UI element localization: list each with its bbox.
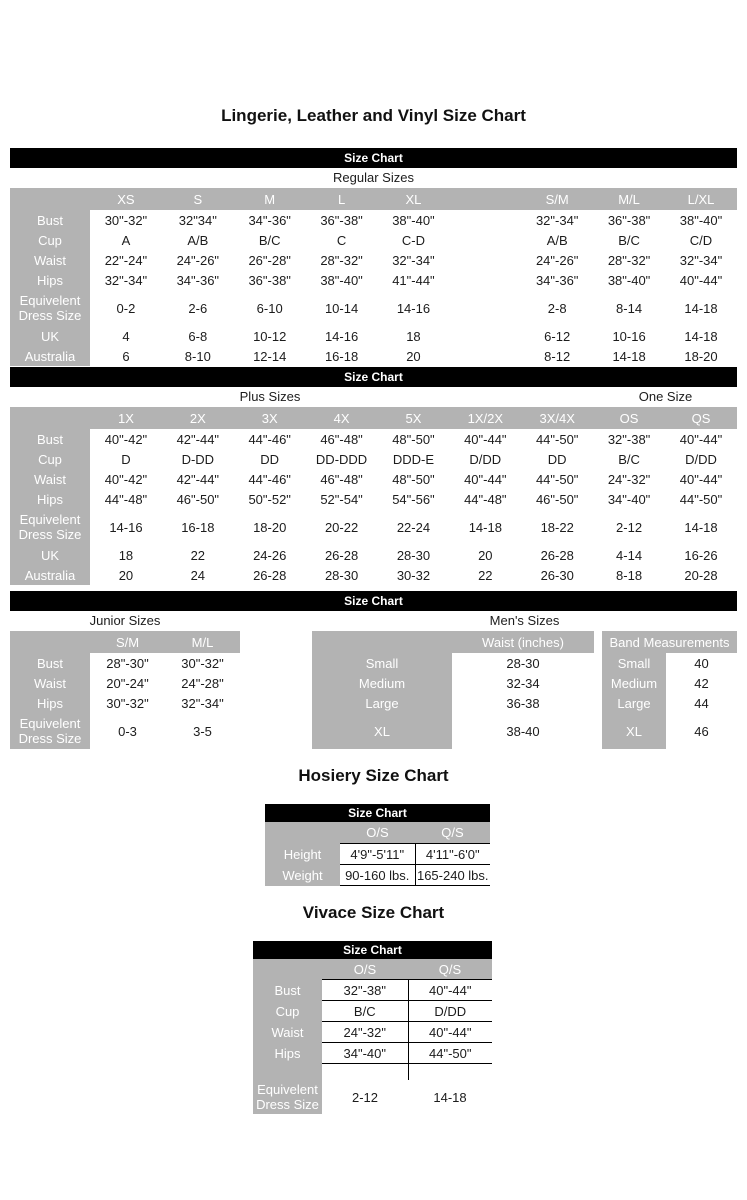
- section-label-plus: Plus Sizes: [239, 389, 301, 404]
- header-row: [10, 188, 737, 210]
- table-cell: D: [90, 449, 162, 469]
- table-cell: 24"-32": [322, 1022, 408, 1043]
- table-row: [253, 1001, 492, 1022]
- table-cell: 18-22: [521, 509, 593, 545]
- row-label: Bust: [253, 980, 322, 1001]
- table-cell: 30"-32": [90, 210, 162, 230]
- table-row: [312, 693, 737, 713]
- table-row: [10, 693, 240, 713]
- table-cell: 18-20: [665, 346, 737, 366]
- column-header: 3X: [234, 407, 306, 429]
- table-cell: 36"-38": [306, 210, 378, 230]
- table-cell: 20"-24": [90, 673, 165, 693]
- section-label-one-size: One Size: [638, 389, 693, 404]
- table-cell: 40"-44": [665, 429, 737, 449]
- table-cell: 28-30: [378, 545, 450, 565]
- size-chart-bar: Size Chart: [10, 367, 737, 387]
- table-cell: 44"-46": [234, 469, 306, 489]
- table-row: [10, 250, 737, 270]
- table-cell: 24: [162, 565, 234, 585]
- table-cell: 42: [666, 673, 737, 693]
- table-cell: 44"-48": [449, 489, 521, 509]
- row-label: Cup: [253, 1001, 322, 1022]
- row-label: Hips: [10, 693, 90, 713]
- table-cell: 18: [378, 326, 450, 346]
- table-cell: 52"-54": [306, 489, 378, 509]
- corner-cell: [10, 407, 90, 429]
- table-row: [10, 210, 737, 230]
- table-row: [265, 865, 490, 886]
- row-label: Bust: [10, 210, 90, 230]
- mens-column: [312, 611, 737, 749]
- table-cell: 32"-34": [521, 210, 593, 230]
- spacer-cell: [594, 631, 602, 653]
- table-cell: 40"-44": [449, 429, 521, 449]
- table-cell: 20: [90, 565, 162, 585]
- table-cell: 24"-26": [162, 250, 234, 270]
- table-cell: 44: [666, 693, 737, 713]
- column-header: S/M: [90, 631, 165, 653]
- table-cell: 4'11"-6'0": [415, 844, 490, 865]
- table-cell: 46"-50": [521, 489, 593, 509]
- table-cell: 165-240 lbs.: [415, 865, 490, 886]
- table-row: [312, 713, 737, 749]
- header-row: [312, 631, 737, 653]
- table-cell: 44"-48": [90, 489, 162, 509]
- table-cell: 18-20: [234, 509, 306, 545]
- spacer-cell: [594, 713, 602, 749]
- table-row: [10, 429, 737, 449]
- table-cell: 20: [449, 545, 521, 565]
- table-cell: C-D: [378, 230, 450, 250]
- table-cell: 48"-50": [378, 469, 450, 489]
- table-cell: 40"-44": [665, 270, 737, 290]
- table-row: [10, 270, 737, 290]
- table-cell: 54"-56": [378, 489, 450, 509]
- header-row: [265, 822, 490, 844]
- table-row: [253, 1043, 492, 1064]
- table-cell: 34"-40": [593, 489, 665, 509]
- table-cell: 30-32: [378, 565, 450, 585]
- table-row: [10, 469, 737, 489]
- table-cell: 22-24: [378, 509, 450, 545]
- row-label: Medium: [312, 673, 452, 693]
- table-cell: 34"-36": [162, 270, 234, 290]
- table-cell: 22"-24": [90, 250, 162, 270]
- row-label: Equivelent Dress Size: [10, 713, 90, 749]
- table-cell: 26"-28": [234, 250, 306, 270]
- table-cell: DD: [234, 449, 306, 469]
- column-header: 2X: [162, 407, 234, 429]
- column-header: QS: [665, 407, 737, 429]
- table-cell: 38-40: [452, 713, 594, 749]
- table-cell: B/C: [593, 449, 665, 469]
- table-cell: 0-3: [90, 713, 165, 749]
- column-header: 1X: [90, 407, 162, 429]
- table-cell: 6: [90, 346, 162, 366]
- table-cell: [408, 1064, 492, 1081]
- table-cell: 4-14: [593, 545, 665, 565]
- table-cell: 50"-52": [234, 489, 306, 509]
- row-label: Bust: [10, 653, 90, 673]
- table-cell: D/DD: [449, 449, 521, 469]
- table-row: [10, 489, 737, 509]
- table-cell: 22: [162, 545, 234, 565]
- row-label: Hips: [253, 1043, 322, 1064]
- column-header: Q/S: [408, 959, 492, 980]
- vivace-block: [253, 941, 492, 1114]
- table-row: [10, 673, 240, 693]
- table-cell: 26-30: [521, 565, 593, 585]
- column-header: 1X/2X: [449, 407, 521, 429]
- spacer-row: [253, 1064, 492, 1081]
- row-label: Waist: [10, 673, 90, 693]
- vivace-title: Vivace Size Chart: [302, 903, 445, 922]
- column-header: O/S: [340, 822, 415, 844]
- table-cell: 26-28: [234, 565, 306, 585]
- page-title: Lingerie, Leather and Vinyl Size Chart: [221, 106, 526, 125]
- table-cell: 8-18: [593, 565, 665, 585]
- spacer-cell: [594, 673, 602, 693]
- row-label: Australia: [10, 565, 90, 585]
- table-cell: 44"-50": [665, 489, 737, 509]
- table-cell: D/DD: [408, 1001, 492, 1022]
- row-label: Bust: [10, 429, 90, 449]
- table-row: [312, 653, 737, 673]
- table-cell: [449, 270, 521, 290]
- size-chart-bar: Size Chart: [10, 591, 737, 611]
- column-header: Q/S: [415, 822, 490, 844]
- table-cell: 42"-44": [162, 469, 234, 489]
- table-cell: [449, 250, 521, 270]
- row-label: Hips: [10, 489, 90, 509]
- table-cell: B/C: [234, 230, 306, 250]
- hosiery-block: [265, 804, 490, 886]
- table-cell: 40"-44": [408, 980, 492, 1001]
- table-cell: 28"-32": [306, 250, 378, 270]
- table-cell: 40"-44": [449, 469, 521, 489]
- table-cell: 32"-34": [665, 250, 737, 270]
- table-cell: 46: [666, 713, 737, 749]
- junior-mens-section: [10, 611, 737, 749]
- table-cell: 34"-40": [322, 1043, 408, 1064]
- table-cell: 44"-46": [234, 429, 306, 449]
- table-cell: 38"-40": [378, 210, 450, 230]
- table-cell: [449, 290, 521, 326]
- table-row: [10, 545, 737, 565]
- size-chart-bar: Size Chart: [253, 941, 492, 959]
- table-cell: 46"-48": [306, 429, 378, 449]
- column-header: OS: [593, 407, 665, 429]
- table-cell: 32"-34": [378, 250, 450, 270]
- table-row: [10, 565, 737, 585]
- row-label: UK: [10, 326, 90, 346]
- section-label-mens: Men's Sizes: [489, 613, 560, 628]
- table-cell: 32"-38": [322, 980, 408, 1001]
- spacer-cell: [594, 693, 602, 713]
- corner-cell: [253, 959, 322, 980]
- table-row: [253, 1080, 492, 1114]
- table-cell: 24"-32": [593, 469, 665, 489]
- table-row: [10, 230, 737, 250]
- row-label: Equivelent Dress Size: [10, 509, 90, 545]
- table-cell: 14-16: [378, 290, 450, 326]
- table-cell: B/C: [322, 1001, 408, 1022]
- table-row: [10, 326, 737, 346]
- row-label: Medium: [602, 673, 666, 693]
- table-cell: 46"-50": [162, 489, 234, 509]
- column-header: [449, 188, 521, 210]
- column-header: M/L: [593, 188, 665, 210]
- table-cell: [449, 346, 521, 366]
- table-cell: D/DD: [665, 449, 737, 469]
- row-label: Small: [312, 653, 452, 673]
- table-cell: 18: [90, 545, 162, 565]
- table-cell: [449, 326, 521, 346]
- table-cell: 14-18: [449, 509, 521, 545]
- column-header: XL: [378, 188, 450, 210]
- table-cell: 20-22: [306, 509, 378, 545]
- column-header: S/M: [521, 188, 593, 210]
- table-cell: 30"-32": [90, 693, 165, 713]
- table-cell: 46"-48": [306, 469, 378, 489]
- table-cell: DD: [521, 449, 593, 469]
- table-cell: C/D: [665, 230, 737, 250]
- hosiery-table: [265, 822, 490, 886]
- column-header: L/XL: [665, 188, 737, 210]
- table-row: [10, 713, 240, 749]
- table-row: [10, 509, 737, 545]
- column-header: Waist (inches): [452, 631, 594, 653]
- table-row: [10, 653, 240, 673]
- table-cell: 32-34: [452, 673, 594, 693]
- table-cell: 2-12: [322, 1080, 408, 1114]
- table-cell: 14-18: [408, 1080, 492, 1114]
- table-cell: 16-18: [306, 346, 378, 366]
- table-row: [265, 844, 490, 865]
- size-chart-bar: Size Chart: [265, 804, 490, 822]
- row-label: UK: [10, 545, 90, 565]
- row-label: Equivelent Dress Size: [253, 1080, 322, 1114]
- header-row: [253, 959, 492, 980]
- row-label: Waist: [10, 469, 90, 489]
- column-header: 4X: [306, 407, 378, 429]
- table-cell: 14-16: [90, 509, 162, 545]
- table-cell: 44"-50": [521, 469, 593, 489]
- table-cell: 22: [449, 565, 521, 585]
- table-cell: C: [306, 230, 378, 250]
- table-cell: 14-18: [665, 290, 737, 326]
- table-cell: [449, 230, 521, 250]
- row-label: Cup: [10, 449, 90, 469]
- hosiery-title: Hosiery Size Chart: [298, 766, 449, 785]
- row-label: [253, 1064, 322, 1081]
- table-cell: 2-6: [162, 290, 234, 326]
- table-cell: 4'9"-5'11": [340, 844, 415, 865]
- table-cell: 2-12: [593, 509, 665, 545]
- row-label: Large: [312, 693, 452, 713]
- table-cell: 38"-40": [665, 210, 737, 230]
- table-cell: 6-10: [234, 290, 306, 326]
- table-row: [312, 673, 737, 693]
- table-cell: 36"-38": [234, 270, 306, 290]
- table-cell: 41"-44": [378, 270, 450, 290]
- table-cell: 40"-42": [90, 469, 162, 489]
- row-label: Australia: [10, 346, 90, 366]
- table-cell: [322, 1064, 408, 1081]
- column-header: S: [162, 188, 234, 210]
- table-cell: 24-26: [234, 545, 306, 565]
- table-cell: 40"-42": [90, 429, 162, 449]
- column-header: M/L: [165, 631, 240, 653]
- table-cell: 90-160 lbs.: [340, 865, 415, 886]
- size-chart-bar: Size Chart: [10, 148, 737, 168]
- table-row: [10, 449, 737, 469]
- junior-sizes-table: [10, 631, 240, 749]
- corner-cell: [10, 631, 90, 653]
- table-cell: A/B: [162, 230, 234, 250]
- column-header: 5X: [378, 407, 450, 429]
- table-cell: 20: [378, 346, 450, 366]
- column-header: 3X/4X: [521, 407, 593, 429]
- table-cell: A/B: [521, 230, 593, 250]
- table-cell: 32"-34": [165, 693, 240, 713]
- regular-sizes-table: [10, 188, 737, 366]
- row-label: Waist: [10, 250, 90, 270]
- row-label: Hips: [10, 270, 90, 290]
- column-header: Band Measurements: [602, 631, 737, 653]
- row-label: Weight: [265, 865, 340, 886]
- table-cell: 32"34": [162, 210, 234, 230]
- table-row: [253, 1022, 492, 1043]
- table-cell: DDD-E: [378, 449, 450, 469]
- table-cell: 26-28: [521, 545, 593, 565]
- table-cell: 10-16: [593, 326, 665, 346]
- table-row: [10, 290, 737, 326]
- table-cell: 24"-28": [165, 673, 240, 693]
- table-cell: 32"-34": [90, 270, 162, 290]
- table-cell: 42"-44": [162, 429, 234, 449]
- table-cell: D-DD: [162, 449, 234, 469]
- table-cell: 44"-50": [521, 429, 593, 449]
- mens-sizes-table: [312, 631, 737, 749]
- table-cell: 10-14: [306, 290, 378, 326]
- table-cell: A: [90, 230, 162, 250]
- table-cell: 40"-44": [665, 469, 737, 489]
- plus-sizes-table: [10, 407, 737, 585]
- table-row: [253, 980, 492, 1001]
- table-cell: 12-14: [234, 346, 306, 366]
- table-cell: 40: [666, 653, 737, 673]
- corner-cell: [312, 631, 452, 653]
- table-cell: 32"-38": [593, 429, 665, 449]
- table-cell: 24"-26": [521, 250, 593, 270]
- table-cell: 14-18: [593, 346, 665, 366]
- table-cell: 44"-50": [408, 1043, 492, 1064]
- section-label-regular: Regular Sizes: [333, 170, 414, 185]
- row-label: Cup: [10, 230, 90, 250]
- column-header: O/S: [322, 959, 408, 980]
- table-cell: 0-2: [90, 290, 162, 326]
- table-cell: 6-8: [162, 326, 234, 346]
- table-cell: 36"-38": [593, 210, 665, 230]
- table-cell: [449, 210, 521, 230]
- table-cell: 20-28: [665, 565, 737, 585]
- row-label: Equivelent Dress Size: [10, 290, 90, 326]
- corner-cell: [10, 188, 90, 210]
- table-cell: 8-14: [593, 290, 665, 326]
- table-cell: 38"-40": [593, 270, 665, 290]
- row-label: XL: [602, 713, 666, 749]
- table-cell: DD-DDD: [306, 449, 378, 469]
- table-cell: 2-8: [521, 290, 593, 326]
- spacer-cell: [594, 653, 602, 673]
- table-cell: 28"-32": [593, 250, 665, 270]
- table-cell: 34"-36": [521, 270, 593, 290]
- table-cell: 14-18: [665, 509, 737, 545]
- table-cell: 38"-40": [306, 270, 378, 290]
- row-label: Height: [265, 844, 340, 865]
- table-cell: 34"-36": [234, 210, 306, 230]
- table-cell: 8-10: [162, 346, 234, 366]
- row-label: XL: [312, 713, 452, 749]
- column-header: L: [306, 188, 378, 210]
- table-cell: 30"-32": [165, 653, 240, 673]
- table-cell: 10-12: [234, 326, 306, 346]
- table-cell: 28-30: [452, 653, 594, 673]
- table-cell: 16-26: [665, 545, 737, 565]
- table-cell: 3-5: [165, 713, 240, 749]
- junior-column: [10, 611, 240, 749]
- table-cell: 4: [90, 326, 162, 346]
- table-cell: 14-16: [306, 326, 378, 346]
- row-label: Large: [602, 693, 666, 713]
- table-cell: 6-12: [521, 326, 593, 346]
- table-cell: 28"-30": [90, 653, 165, 673]
- header-row: [10, 631, 240, 653]
- column-header: M: [234, 188, 306, 210]
- table-row: [10, 346, 737, 366]
- vivace-table: [253, 959, 492, 1114]
- table-cell: 14-18: [665, 326, 737, 346]
- row-label: Waist: [253, 1022, 322, 1043]
- table-cell: B/C: [593, 230, 665, 250]
- table-cell: 26-28: [306, 545, 378, 565]
- section-label-junior: Junior Sizes: [89, 613, 161, 628]
- table-cell: 8-12: [521, 346, 593, 366]
- row-label: Small: [602, 653, 666, 673]
- table-cell: 16-18: [162, 509, 234, 545]
- plus-section-labels: [10, 387, 737, 407]
- column-header: XS: [90, 188, 162, 210]
- table-cell: 28-30: [306, 565, 378, 585]
- header-row: [10, 407, 737, 429]
- table-cell: 48"-50": [378, 429, 450, 449]
- table-cell: 36-38: [452, 693, 594, 713]
- table-cell: 40"-44": [408, 1022, 492, 1043]
- corner-cell: [265, 822, 340, 844]
